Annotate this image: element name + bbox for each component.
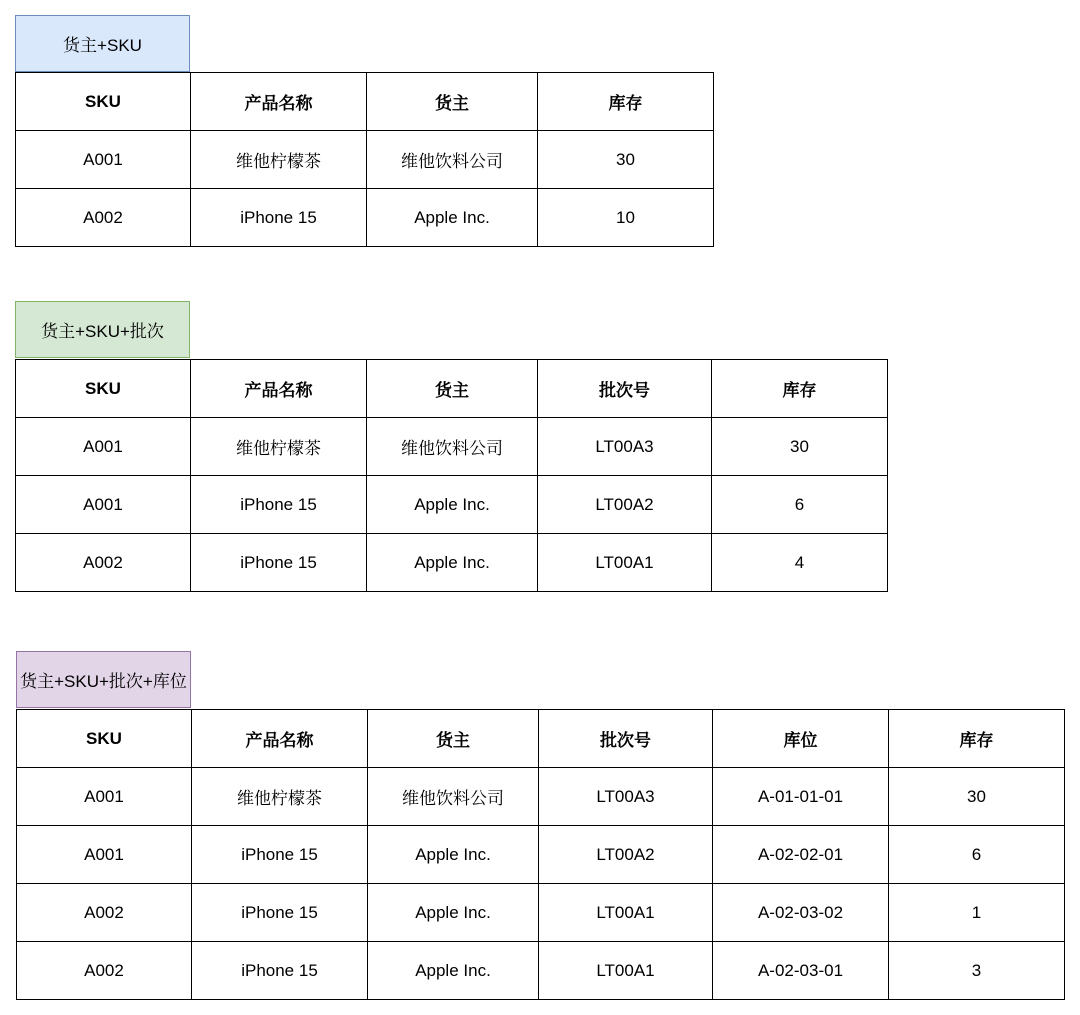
- table-cell: LT00A1: [539, 884, 713, 942]
- table-cell: Apple Inc.: [368, 942, 539, 1000]
- table-cell: 30: [538, 131, 714, 189]
- column-header: 库位: [713, 710, 889, 768]
- column-header: 批次号: [539, 710, 713, 768]
- inventory-table-owner-sku-batch-location: [16, 709, 1065, 1000]
- table-cell: 1: [889, 884, 1065, 942]
- table-cell: 维他饮料公司: [367, 418, 538, 476]
- column-header: 货主: [368, 710, 539, 768]
- table-cell: Apple Inc.: [367, 189, 538, 247]
- table-cell: LT00A3: [538, 418, 712, 476]
- table-cell: A002: [16, 534, 191, 592]
- table-cell: A-02-03-01: [713, 942, 889, 1000]
- table-cell: A-02-02-01: [713, 826, 889, 884]
- table-cell: A001: [16, 476, 191, 534]
- table-cell: iPhone 15: [191, 189, 367, 247]
- column-header: 库存: [538, 73, 714, 131]
- column-header: 货主: [367, 360, 538, 418]
- table-cell: A001: [17, 826, 192, 884]
- table-cell: 10: [538, 189, 714, 247]
- table-cell: 6: [712, 476, 888, 534]
- table-cell: 4: [712, 534, 888, 592]
- column-header: 批次号: [538, 360, 712, 418]
- table-cell: 维他柠檬茶: [191, 131, 367, 189]
- table-cell: 维他柠檬茶: [192, 768, 368, 826]
- table-cell: 30: [889, 768, 1065, 826]
- table-cell: A002: [16, 189, 191, 247]
- table-cell: 维他柠檬茶: [191, 418, 367, 476]
- table-cell: 6: [889, 826, 1065, 884]
- column-header: SKU: [16, 73, 191, 131]
- table-cell: LT00A2: [539, 826, 713, 884]
- column-header: 货主: [367, 73, 538, 131]
- column-header: 产品名称: [191, 360, 367, 418]
- table-cell: A002: [17, 884, 192, 942]
- table-cell: LT00A1: [539, 942, 713, 1000]
- table-cell: 3: [889, 942, 1065, 1000]
- table-label-owner-sku-batch: 货主+SKU+批次: [15, 301, 190, 358]
- table-cell: iPhone 15: [192, 826, 368, 884]
- table-cell: A001: [16, 131, 191, 189]
- table-cell: A002: [17, 942, 192, 1000]
- table-cell: LT00A2: [538, 476, 712, 534]
- table-cell: Apple Inc.: [367, 534, 538, 592]
- table-cell: iPhone 15: [191, 534, 367, 592]
- column-header: SKU: [17, 710, 192, 768]
- column-header: 库存: [712, 360, 888, 418]
- table-cell: Apple Inc.: [368, 884, 539, 942]
- table-cell: 30: [712, 418, 888, 476]
- table-cell: A-01-01-01: [713, 768, 889, 826]
- table-cell: A001: [17, 768, 192, 826]
- inventory-table-owner-sku: [15, 72, 714, 247]
- column-header: 产品名称: [192, 710, 368, 768]
- table-cell: Apple Inc.: [368, 826, 539, 884]
- table-cell: 维他饮料公司: [368, 768, 539, 826]
- table-cell: iPhone 15: [192, 942, 368, 1000]
- table-label-owner-sku-batch-location: 货主+SKU+批次+库位: [16, 651, 191, 708]
- table-cell: A-02-03-02: [713, 884, 889, 942]
- table-cell: LT00A3: [539, 768, 713, 826]
- table-label-owner-sku: 货主+SKU: [15, 15, 190, 72]
- table-cell: iPhone 15: [192, 884, 368, 942]
- table-cell: 维他饮料公司: [367, 131, 538, 189]
- table-cell: iPhone 15: [191, 476, 367, 534]
- column-header: SKU: [16, 360, 191, 418]
- column-header: 产品名称: [191, 73, 367, 131]
- table-cell: A001: [16, 418, 191, 476]
- column-header: 库存: [889, 710, 1065, 768]
- inventory-table-owner-sku-batch: [15, 359, 888, 592]
- table-cell: Apple Inc.: [367, 476, 538, 534]
- table-cell: LT00A1: [538, 534, 712, 592]
